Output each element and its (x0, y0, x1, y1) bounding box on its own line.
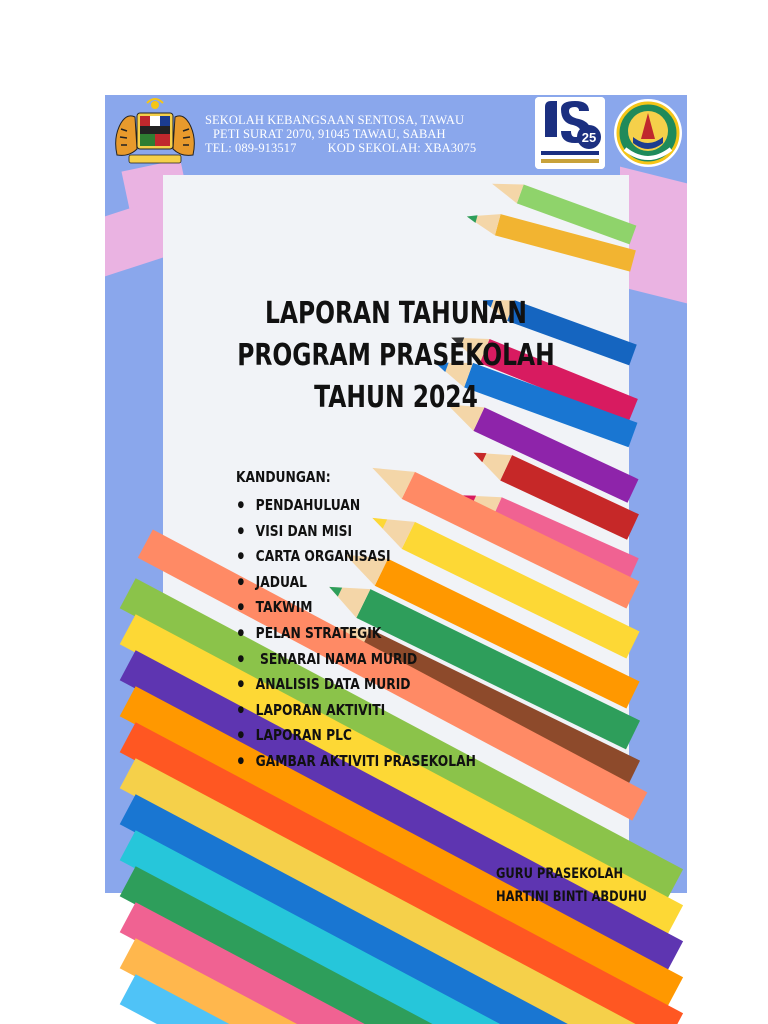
school-info (205, 113, 476, 155)
contents-item: ● JADUAL (256, 570, 476, 596)
contents-item: ● VISI DAN MISI (256, 519, 476, 545)
report-cover (105, 95, 687, 905)
author-block (496, 863, 647, 909)
contents-item: ● SENARAI NAMA MURID (256, 647, 476, 673)
contents-item: ● PELAN STRATEGIK (256, 621, 476, 647)
title-line-3: TAHUN 2024 (314, 380, 478, 415)
contents-item: ● ANALISIS DATA MURID (256, 672, 476, 698)
school-phone: TEL: 089-913517 (205, 141, 297, 155)
contents-heading: KANDUNGAN: (236, 468, 331, 486)
school-header (105, 95, 687, 175)
ppd-25-logo (535, 97, 605, 169)
title-line-2: PROGRAM PRASEKOLAH (237, 338, 555, 373)
contents-list (236, 467, 476, 775)
school-code: KOD SEKOLAH: XBA3075 (327, 141, 477, 155)
contents-item: ● LAPORAN PLC (256, 723, 476, 749)
contents-item: ● LAPORAN AKTIVITI (256, 698, 476, 724)
title-line-1: LAPORAN TAHUNAN (264, 296, 528, 331)
author-role: GURU PRASEKOLAH (496, 866, 624, 882)
school-address: PETI SURAT 2070, 91045 TAWAU, SABAH (213, 127, 446, 141)
report-title (214, 293, 577, 419)
school-shield-logo (611, 97, 685, 169)
contents-item: ● TAKWIM (256, 595, 476, 621)
author-name: HARTINI BINTI ABDUHU (496, 889, 647, 905)
contents-item: ● GAMBAR AKTIVITI PRASEKOLAH (256, 749, 476, 775)
school-contact-line (205, 141, 476, 155)
content-panel (163, 175, 647, 905)
contents-items (236, 493, 476, 775)
contents-item: ● PENDAHULUAN (256, 493, 476, 519)
logo-25-number: 25 (581, 130, 597, 145)
contents-item: ● CARTA ORGANISASI (256, 544, 476, 570)
malaysia-coat-of-arms-logo (107, 97, 203, 169)
school-name: SEKOLAH KEBANGSAAN SENTOSA, TAWAU (205, 113, 465, 127)
